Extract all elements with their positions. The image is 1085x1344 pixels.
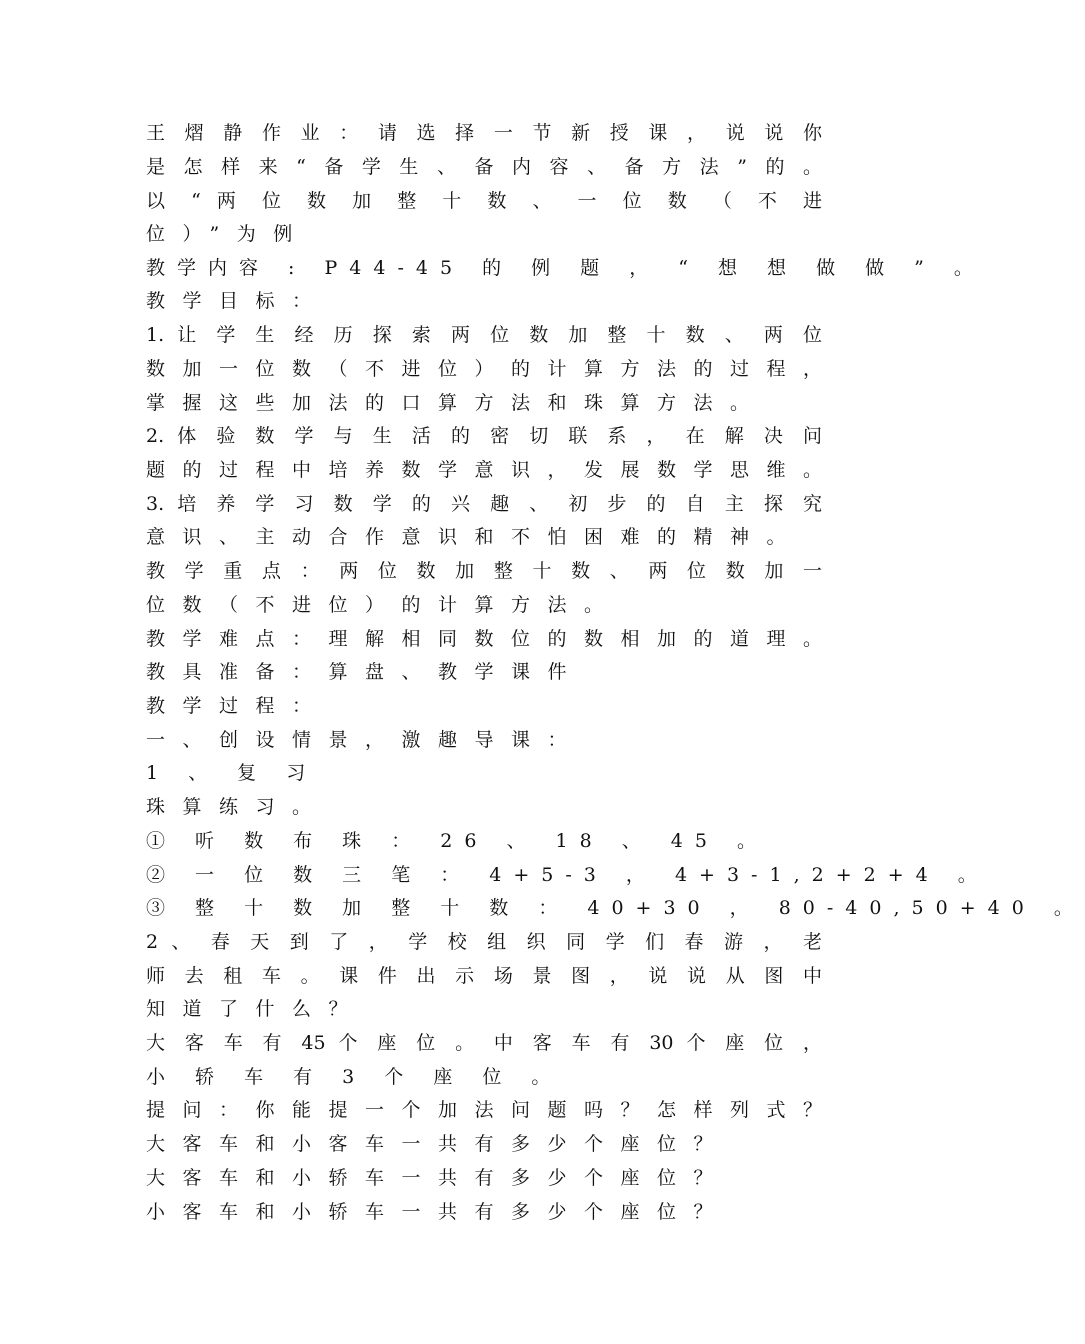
text-line: 是怎样来“备学生、备内容、备方法”的。 bbox=[146, 156, 822, 178]
text-line: 3. 培 养 学 习 数 学 的 兴 趣 、 初 步 的 自 主 探 究 bbox=[146, 493, 822, 515]
text-line: 师去租车。课件出示场景图，说说从图中 bbox=[146, 965, 822, 987]
text-line: 大客车和小客车一共有多少个座位？ bbox=[146, 1133, 731, 1155]
text-line: 大 客 车 有 45 个 座 位 。 中 客 车 有 30 个 座 位 ， bbox=[146, 1032, 822, 1054]
text-line: 大客车和小轿车一共有多少个座位？ bbox=[146, 1167, 731, 1189]
text-line: 意识、主动合作意识和不怕困难的精神。 bbox=[146, 526, 804, 548]
text-line: 以 “ 两 位 数 加 整 十 数 、 一 位 数 （ 不 进 bbox=[146, 190, 822, 212]
text-line: 教学重点：两位数加整十数、两位数加一 bbox=[146, 560, 822, 582]
text-line: 提问：你能提一个加法问题吗？怎样列式？ bbox=[146, 1099, 822, 1121]
text-line: 一、创设情景，激趣导课： bbox=[146, 729, 585, 751]
text-line: 教学过程： bbox=[146, 695, 329, 717]
text-line: 王熠静作业：请选择一节新授课，说说你 bbox=[146, 122, 822, 144]
text-line: ② 一 位 数 三 笔 ： 4+5-3 ， 4+3-1,2+2+4 。 bbox=[146, 864, 989, 886]
text-line: 2. 体 验 数 学 与 生 活 的 密 切 联 系 ， 在 解 决 问 bbox=[146, 425, 822, 447]
text-line: 教学目标： bbox=[146, 290, 329, 312]
text-line: 1. 让 学 生 经 历 探 索 两 位 数 加 整 十 数 、 两 位 bbox=[146, 324, 822, 346]
text-line: 题的过程中培养数学意识，发展数学思维。 bbox=[146, 459, 822, 481]
text-line: 位数（不进位）的计算方法。 bbox=[146, 594, 621, 616]
text-line: 教学内容 : P44-45 的 例 题 ， “ 想 想 做 做 ” 。 bbox=[146, 257, 985, 279]
text-line: 小客车和小轿车一共有多少个座位？ bbox=[146, 1201, 731, 1223]
text-line: 掌握这些加法的口算方法和珠算方法。 bbox=[146, 392, 767, 414]
text-line: 2 、 春 天 到 了 ， 学 校 组 织 同 学 们 春 游 ， 老 bbox=[146, 931, 822, 953]
text-line: ① 听 数 布 珠 ： 26 、 18 、 45 。 bbox=[146, 830, 768, 852]
text-line: 位）”为例 bbox=[146, 223, 310, 245]
text-line: ③ 整 十 数 加 整 十 数 ： 40+30 ， 80-40,50+40 。 bbox=[146, 897, 1085, 919]
text-line: 1 、 复 习 bbox=[146, 762, 318, 784]
text-line: 教具准备：算盘、教学课件 bbox=[146, 661, 585, 683]
text-line: 小 轿 车 有 3 个 座 位 。 bbox=[146, 1066, 563, 1088]
text-line: 教学难点：理解相同数位的数相加的道理。 bbox=[146, 628, 822, 650]
text-line: 珠算练习。 bbox=[146, 796, 329, 818]
text-line: 数加一位数（不进位）的计算方法的过程， bbox=[146, 358, 822, 380]
text-line: 知道了什么？ bbox=[146, 998, 366, 1020]
